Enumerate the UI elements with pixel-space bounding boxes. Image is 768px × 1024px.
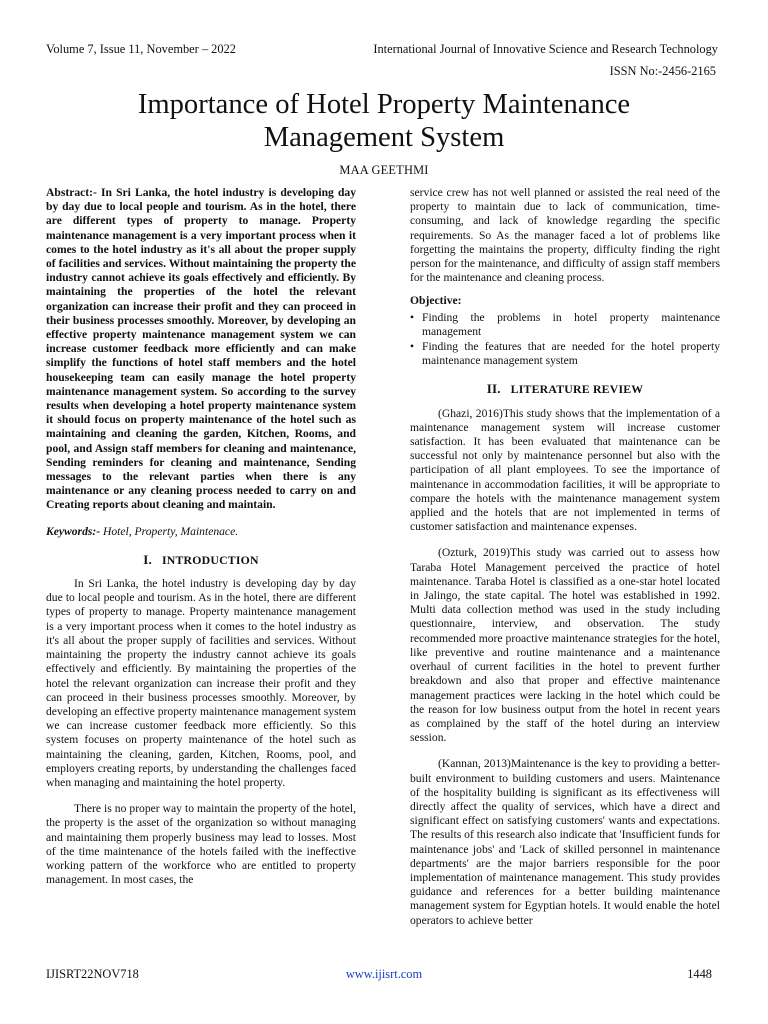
section-number: I. — [143, 551, 152, 567]
intro-paragraph-1: In Sri Lanka, the hotel industry is developing day by day due to local people and tourism. As in the hotel, there are different types of property to manage. Property maintenance management is a very important process when it comes to the hotel industry as it's all about the proper supply of facilities and services. Without maintaining the property the industry cannot achieve its goals effectively and efficiently. By maintaining the properties of the hotel the relevant organization can increase their profit and they can proceed in their business processes smoothly. Moreover, by developing an effective property maintenance management system we can increase customer feedback more efficiently. So this system focuses on property maintenance of the hotel such as maintaining the cleaning, garden, Kitchen, Rooms, pool, and employers creating reports, by understanding the challenges faced when managing and maintaining the hotel property. — [46, 577, 356, 789]
paper-id: IJISRT22NOV718 — [46, 967, 139, 981]
bullet-icon: • — [410, 340, 415, 354]
title-line-2: Management System — [263, 122, 505, 153]
keywords-label: Keywords:- — [46, 524, 101, 538]
journal-name: International Journal of Innovative Science and Research Technology — [373, 42, 718, 56]
page-number: 1448 — [687, 967, 712, 981]
keywords-text: Hotel, Property, Maintenace. — [100, 524, 239, 538]
left-column — [46, 186, 356, 887]
section-title: INTRODUCTION — [161, 552, 259, 567]
abstract: Abstract:- In Sri Lanka, the hotel industry is developing day by day due to local people and tourism. As in the hotel, there are different types of property to manage. Property maintenance management is a very important process when it comes to the hotel industry as it's all about the proper supply of facilities and services. Without maintaining the property the industry cannot achieve its goals effectively and efficiently. By maintaining the properties of the hotel the relevant organization can increase their profit and they can proceed in their business processes smoothly. Moreover, by developing an effective property maintenance management system we can increase customer feedback more efficiently and can make simplify the functions of hotel staff members and the hotel housekeeping team can easily manage the hotel property maintenance management system. So according to the survey results when developing a hotel property maintenance system it should focus on property maintenance of the hotel such as maintaining and cleaning the garden, Kitchen, Rooms, and pool, and Assign staff members for cleaning and maintenance, Sending reminders for cleaning and maintenance, Sending messages to the relevant parties when there is any maintenance or any cleaning process needed to carry on and Creating reports about cleaning and maintain. — [46, 186, 356, 512]
bullet-icon: • — [410, 310, 415, 324]
paper-title — [40, 88, 728, 154]
lit-paragraph-kannan: (Kannan, 2013)Maintenance is the key to providing a better-built environment to building customers and users. Maintenance of the hospitality building is significant as its effectiveness will directly affect the quality of services, which have a direct and significant effect on satisfying customers' wants and expectations. The results of this research also indicate that 'Insufficient funds for maintenance jobs' and 'Lack of skilled personnel in maintenance departments' are the major barriers responsible for the poor implementation of maintenance management. This study provides guidance and references for a better building maintenance management system for Egyptian hotels. It would enable the hotel operators to achieve better — [410, 757, 720, 927]
keywords — [46, 525, 356, 539]
section-heading-introduction — [46, 553, 356, 567]
objective-heading: Objective: — [410, 294, 462, 308]
section-heading-literature-review — [410, 382, 720, 396]
issn: ISSN No:-2456-2165 — [609, 64, 716, 78]
intro-paragraph-2: There is no proper way to maintain the property of the hotel, the property is the asset of the organization so without managing and maintaining them properly business may lead to losses. Most of the time maintenance of the hotels failed with the ineffective working pattern of the workforce who are entitled to property management. In most cases, the — [46, 802, 356, 887]
intro-paragraph-continued: service crew has not well planned or assisted the real need of the property to maintain due to lack of communication, time-consuming, and lack of knowledge regarding the specific requirements. So As the manager faced a lot of problems like forgetting the maintains the property, difficulty finding the right person for the maintenance, and difficulty of assign staff members for the maintenance and cleaning process. — [410, 186, 720, 285]
section-number: II. — [486, 381, 501, 397]
lit-paragraph-ghazi: (Ghazi, 2016)This study shows that the implementation of a maintenance management system will increase customer satisfaction. It has been evaluated that maintenance can be successful not only by maintenance personnel but also with the participation of all plant employees. To see the importance of maintenance in accommodation facilities, it will be appropriate to compare the hotels with the maintenance management system applied and the hotels that are not implemented in terms of customer satisfaction and maintenance expenses. — [410, 406, 720, 534]
right-column — [410, 186, 720, 928]
volume-issue: Volume 7, Issue 11, November – 2022 — [46, 42, 236, 56]
list-item: • Finding the features that are needed for the hotel property maintenance management system — [410, 340, 720, 368]
journal-website-link[interactable]: www.ijisrt.com — [345, 967, 423, 981]
lit-paragraph-ozturk: (Ozturk, 2019)This study was carried out to assess how Taraba Hotel Management perceived the practice of hotel maintenance. Taraba Hotel is classified as a one-star hotel located in Jalingo, the state capital. The hotel was established in 1992. Multi data collection method was used in the study including questionnaire, interview, and observation. The study recommended more proactive maintenance strategies for the hotel, like preventive and routine maintenance and a maintenance overhaul of current facilities in the hotel to prevent further breakdown and also that proper and effective maintenance management practices were lacking in the hotel which could be the reason for low business output from the hotel in recent years as complained by the staff of the hotel during an interview session. — [410, 546, 720, 745]
objective-list — [410, 311, 720, 369]
title-line-1: Importance of Hotel Property Maintenance — [137, 89, 631, 120]
list-item: • Finding the problems in hotel property maintenance management — [410, 310, 720, 338]
author: MAA GEETHMI — [339, 163, 429, 177]
section-title: LITERATURE REVIEW — [510, 382, 644, 397]
